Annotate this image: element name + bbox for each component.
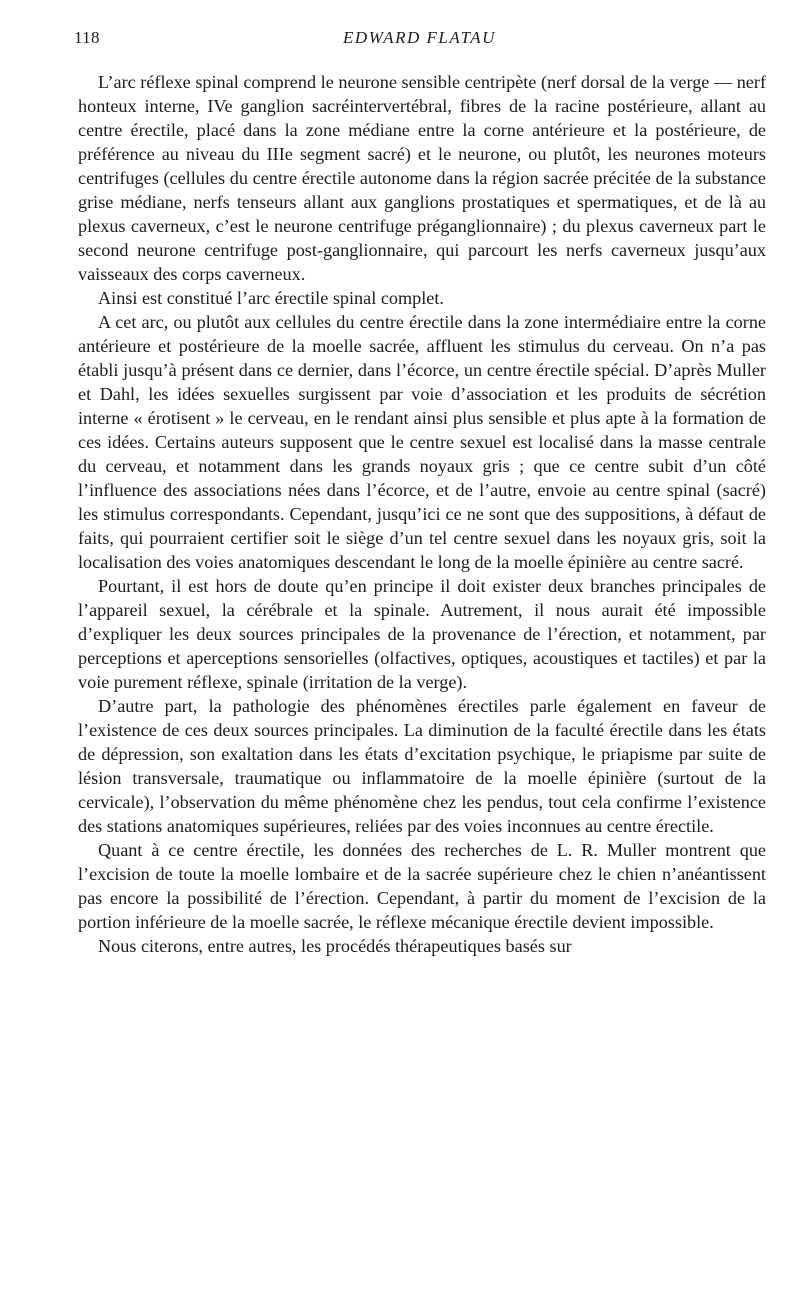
body-text: [78, 70, 766, 958]
paragraph: Nous citerons, entre autres, les procédés thérapeutiques basés sur: [98, 936, 572, 956]
running-head: EDWARD FLATAU: [343, 28, 496, 47]
paragraph: L’arc réflexe spinal comprend le neurone sensible centripète (nerf dorsal de la verge — nerf honteux interne, IVe ganglion sacréintervertébral, fibres de la racine postérieure, allant au centre érectile, placé dans la zone médiane entre la corne antérieure et la postérieure, de préférence au niveau du IIIe segment sacré) et le neurone, ou plutôt, les neurones moteurs centrifuges (cellules du centre érectile autonome dans la région sacrée précitée de la substance grise médiane, nerfs tenseurs allant aux ganglions prostatiques et spermatiques, et de là au plexus caverneux, c’est le neurone centrifuge préganglionnaire) ; du plexus caverneux part le second neurone centrifuge post-ganglionnaire, qui parcourt les nerfs caverneux jusqu’aux vaisseaux des corps caverneux.: [78, 72, 766, 284]
page-number: 118: [74, 28, 100, 47]
paragraph: D’autre part, la pathologie des phénomènes érectiles parle également en faveur de l’existence de ces deux sources principales. La diminution de la faculté érectile dans les états de dépression, son exaltation dans les états d’excitation psychique, le priapisme par suite de lésion transversale, traumatique ou inflammatoire de la moelle épinière (surtout de la cervicale), l’observation du même phénomène chez les pendus, tout cela confirme l’existence des stations anatomiques supérieures, reliées par des voies inconnues au centre érectile.: [78, 696, 766, 836]
paragraph: Quant à ce centre érectile, les données des recherches de L. R. Muller montrent que l’excision de toute la moelle lombaire et de la sacrée supérieure chez le chien n’anéantissent pas encore la possibilité de l’érection. Cependant, à partir du moment de l’excision de la portion inférieure de la moelle sacrée, le réflexe mécanique érectile devient impossible.: [78, 840, 766, 932]
paragraph: Pourtant, il est hors de doute qu’en principe il doit exister deux branches principales de l’appareil sexuel, la cérébrale et la spinale. Autrement, il nous aurait été impossible d’expliquer les deux sources principales de la provenance de l’érection, et notamment, par perceptions et aperceptions sensorielles (olfactives, optiques, acoustiques et tactiles) et par la voie purement réflexe, spinale (irritation de la verge).: [78, 576, 766, 692]
page-header: [74, 28, 765, 52]
paragraph: A cet arc, ou plutôt aux cellules du centre érectile dans la zone intermédiaire entre la corne antérieure et postérieure de la moelle sacrée, affluent les stimulus du cerveau. On n’a pas établi jusqu’à présent dans ce dernier, dans l’écorce, un centre érectile spécial. D’après Muller et Dahl, les idées sexuelles surgissent par voie d’association et les produits de sécrétion interne « érotisent » le cerveau, en le rendant ainsi plus sensible et plus apte à la formation de ces idées. Certains auteurs supposent que le centre sexuel est localisé dans la masse centrale du cerveau, et notamment dans les grands noyaux gris ; que ce centre subit d’un côté l’influence des associations nées dans l’écorce, et de l’autre, envoie au centre spinal (sacré) les stimulus correspondants. Cependant, jusqu’ici ce ne sont que des suppositions, à défaut de faits, qui pourraient certifier soit le siège d’un tel centre sexuel dans les noyaux gris, soit la localisation des voies anatomiques descendant le long de la moelle épinière au centre sacré.: [78, 312, 766, 572]
paragraph: Ainsi est constitué l’arc érectile spinal complet.: [98, 288, 444, 308]
